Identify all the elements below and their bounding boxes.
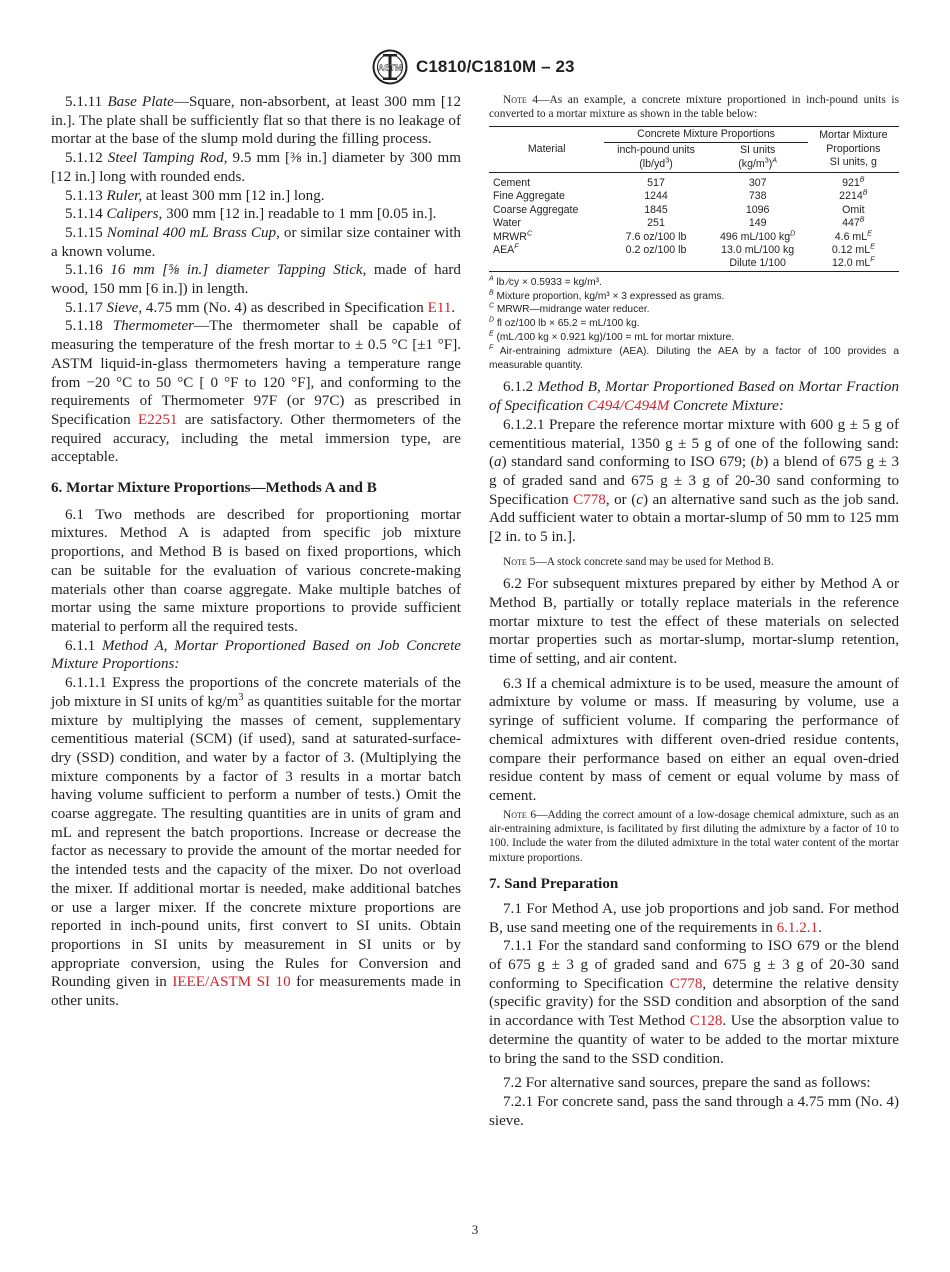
- cell-mortar: 12.0 $mL^F$: [832, 254, 875, 270]
- cell-inch-pound: 1244: [644, 190, 668, 203]
- list-mark: c: [636, 491, 643, 508]
- footnote-mark: E: [870, 241, 875, 251]
- page-number: 3: [471, 1222, 479, 1237]
- para-6-1-2-1: [489, 416, 899, 547]
- table-row: [489, 173, 899, 191]
- cell-material: [489, 257, 604, 271]
- header-inch-pound: [604, 143, 707, 173]
- cell-mortar: Omit: [842, 203, 865, 216]
- term: Ruler,: [106, 187, 143, 204]
- para-6-1-2: [489, 378, 899, 415]
- footnote-mark: C: [526, 228, 533, 238]
- note-5: [489, 555, 899, 569]
- table-row: [489, 190, 899, 203]
- para-text: 300 mm [12 in.] readable to 1 mm [0.05 in.].: [162, 206, 437, 223]
- cell-material: Coarse Aggregate: [493, 203, 579, 216]
- para-6-1-1-1: [51, 674, 461, 1011]
- para-text: .: [451, 299, 456, 316]
- note-6: [489, 808, 899, 866]
- para-number: 5.1.11: [65, 94, 103, 110]
- cell-inch-pound: 0.2 oz/100 lb: [625, 244, 687, 257]
- para-number: 6.1.1: [65, 637, 96, 654]
- cell-mortar: $921^B$: [842, 174, 865, 190]
- footnote-text: Air-entraining admixture (AEA). Diluting the AEA by a factor of 100 provides a measurable quantity.: [489, 345, 900, 371]
- header-line: [606, 155, 705, 171]
- cell-inch-pound: 1845: [644, 203, 668, 216]
- footnote: [489, 276, 899, 290]
- para-5-1-15: [51, 224, 461, 261]
- footnote-mark: F: [489, 344, 494, 352]
- note-text: —A stock concrete sand may be used for Method B.: [535, 555, 774, 568]
- term: Base Plate: [107, 94, 174, 110]
- cell-material: Cement: [493, 177, 531, 190]
- cell-inch-pound: [604, 257, 707, 271]
- para-text: —Square, non-absorbent, at least 300 mm [12 in.]. The plate shall be sufficiently flat so that there is no leakage of mortar at the base of the slump mold during the filling process.: [51, 94, 461, 148]
- para-5-1-13: [51, 187, 461, 206]
- para-5-1-17: [51, 299, 461, 318]
- para-number: 5.1.14: [65, 206, 103, 223]
- para-text: —The thermometer shall be capable of measuring the temperature of the fresh mortar to ± 0.5 °C [±1 °F]. ASTM liquid-in-glass thermometers having a temperature range from −20 °C to 50 °C [ 0 °F to 120 °F], and conforming to the requirements of Thermometer 97F (or 97C) as prescribed in Specification: [51, 318, 461, 428]
- para-text: for measurements made in other units.: [51, 974, 461, 1010]
- para-text: ) a blend of 675 g ± 3 g of graded sand and 675 g ± 3 g of 20-30 sand conforming to Specification: [489, 454, 899, 508]
- superscript: 3: [665, 155, 670, 165]
- para-5-1-11: [51, 93, 461, 149]
- section-7-heading: 7. Sand Preparation: [489, 876, 619, 893]
- term: Nominal 400 mL Brass Cup,: [106, 224, 280, 241]
- term: Sieve,: [106, 299, 143, 316]
- cell-material: $AEA^F$: [493, 241, 519, 257]
- footnote-mark: D: [489, 316, 494, 324]
- link-c778[interactable]: C778: [573, 491, 606, 508]
- list-mark: a: [494, 454, 502, 471]
- cell-si: 13.0 mL/100 kg: [721, 244, 795, 257]
- note-label: Note 5: [503, 555, 536, 568]
- table-row: [489, 231, 899, 244]
- para-number: 5.1.17: [65, 299, 103, 316]
- footnote-mark: B: [859, 214, 865, 224]
- link-6-1-2-1[interactable]: 6.1.2.1: [776, 919, 819, 936]
- para-text: at least 300 mm [12 in.] long.: [142, 187, 325, 204]
- astm-logo-icon: [372, 49, 408, 85]
- header-line: inch-pound units: [617, 144, 695, 157]
- unit: ): [768, 157, 773, 170]
- para-5-1-16: [51, 261, 461, 298]
- para-text: 9.5 mm [⅜ in.] diameter by 300 mm [12 in.] long with rounded ends.: [51, 150, 461, 185]
- footnote: [489, 317, 899, 331]
- left-column: [51, 93, 461, 1011]
- cell-mortar: $2214^B$: [839, 187, 868, 203]
- note-text: —As an example, a concrete mixture proportioned in inch-pound units is converted to a mortar mixture as shown in the table below:: [489, 94, 900, 121]
- para-text: , determine the relative density (specific gravity) for the SSD condition and absorption of the sand in accordance with Test Method: [489, 975, 899, 1030]
- para-text: , or (: [605, 491, 637, 508]
- table-row: [489, 257, 899, 271]
- para-number: 5.1.18: [65, 318, 103, 335]
- header-line: [710, 155, 806, 171]
- para-number: 5.1.12: [65, 150, 103, 167]
- header-concrete-proportions: Concrete Mixture Proportions: [604, 126, 807, 142]
- para-text: 7.1.1 For the standard sand conforming to ISO 679 or the blend of 675 g ± 3 g of graded sand and 675 g ± 3 g of 20-30 sand conforming to Specification: [489, 938, 899, 992]
- term: Thermometer: [112, 318, 195, 335]
- cell-si: 738: [748, 190, 767, 203]
- footnote-mark: B: [862, 187, 868, 197]
- footnote-text: MRWR—midrange water reducer.: [496, 304, 650, 316]
- para-text: as quantities suitable for the mortar mixture by multiplying the masses of cement, supplementary cementitious material (SCM) (if used), sand at saturated-surface-dry (SSD) condition, and water by a factor of 3. (Multiplying the mixture components by a factor of 3 results in a mortar batch having volume sufficient to perform a number of tests.) Omit the coarse aggregate. The resulting quantities are in units of gram and mL and represent the batch proportions. Increase or decrease the factor as necessary to provide the amount of the mortar needed for the intended tests and the capacity of the mixer. Do not overload the mixer. If additional mortar is needed, make additional batches or use a larger mixer. If the concrete mixture proportions are reported in inch-pound units, first convert to SI units. Obtain proportions in SI units by measurement in SI units or by appropriate conversion, using the Rules for Conversion and Rounding given in: [51, 693, 461, 991]
- mixture-table-body: [489, 173, 899, 272]
- para-text: 6.1.2.1 Prepare the reference mortar mixture with 600 g ± 5 g of cementitious material, 1350 g ± 5 g of one of the following sand: (: [489, 416, 899, 471]
- cell-mortar: 0.12 $mL^E$: [831, 241, 875, 257]
- cell-material: Water: [493, 217, 521, 230]
- para-5-1-12: [51, 149, 461, 186]
- cell-mortar: 4.6 $mL^E$: [834, 228, 872, 243]
- superscript: 3: [238, 691, 244, 703]
- header-mortar-proportions: [808, 126, 899, 172]
- cell-inch-pound: 251: [647, 217, 665, 230]
- note-label: Note 6: [503, 808, 537, 821]
- footnote: [489, 331, 899, 345]
- footnote-mark: E: [867, 228, 872, 238]
- table-row: [489, 217, 899, 230]
- note-text: —Adding the correct amount of a low-dosage chemical admixture, such as an air-entraining admixture, is facilitated by first diluting the admixture by a factor of 10 to 100. Include the water from the diluted admixture in the total water content of the mortar mixture proportions.: [489, 808, 900, 864]
- term: Steel Tamping Rod,: [107, 150, 228, 167]
- footnote-text: Mixture proportion, kg/m³ × 3 expressed as grams.: [496, 290, 725, 302]
- para-6-1: 6.1 Two methods are described for proportioning mortar mixtures. Method A is adapted from specific job mixture proportions, and Method B is based on fixed proportions, which can be suitable for the evaluation of various concrete-making materials other than coarse aggregate. Make multiple batches of mortar using the same mixture proportions to provide sufficient material to perform all the required tests.: [51, 506, 461, 635]
- mixture-table: [489, 126, 899, 272]
- right-column: [489, 93, 899, 1130]
- footnote-mark: C: [489, 303, 494, 311]
- footnote-mark: D: [790, 228, 796, 238]
- footnote-mark: A: [489, 275, 494, 283]
- header-line: Mortar Mixture: [819, 129, 888, 142]
- footnote: [489, 303, 899, 317]
- para-7-2-1: 7.2.1 For concrete sand, pass the sand through a 4.75 mm (No. 4) sieve.: [489, 1093, 899, 1129]
- link-e2251[interactable]: E2251: [138, 411, 178, 428]
- page-header: [0, 49, 950, 89]
- note-label: Note 4: [503, 94, 539, 106]
- para-text: 7.1 For Method A, use job proportions and job sand. For method B, use sand meeting one of the requirements in: [489, 900, 899, 936]
- para-7-1-1: [489, 937, 899, 1068]
- header-si: [708, 143, 808, 173]
- cell-inch-pound: 517: [647, 177, 665, 190]
- term: 16 mm [⅝ in.] diameter Tapping Stick,: [110, 262, 367, 279]
- link-e11[interactable]: E11: [427, 299, 452, 316]
- footnote-mark: F: [514, 241, 519, 251]
- table-footnotes: [489, 276, 899, 373]
- para-text: or similar size container with a known volume.: [51, 224, 461, 260]
- para-text: made of hard wood, 150 mm [6 in.]) in length.: [51, 262, 461, 298]
- cell-material: Fine Aggregate: [493, 190, 565, 203]
- document-designation: C1810/C1810M – 23: [416, 57, 575, 76]
- note-4: [489, 93, 899, 122]
- footnote: [489, 345, 899, 373]
- unit: ): [669, 157, 673, 170]
- para-6-3: 6.3 If a chemical admixture is to be used, measure the amount of admixture by volume or mass. If measuring by volume, use a syringe of sufficient volume. If comparing the performance of chemical admixtures with different oven-dried residue contents, compare their performance based on either an equal oven-dried residue content by mass of cement or equal volume by mass of cement.: [489, 675, 899, 804]
- footnote-text: fl oz/100 lb × 65.2 = mL/100 kg.: [496, 318, 640, 330]
- para-number: 5.1.16: [65, 262, 103, 279]
- para-text: 6.1.1.1 Express the proportions of the concrete materials of the job mixture in SI units of kg/m: [51, 675, 461, 710]
- cell-material: $MRWR^C$: [493, 228, 533, 243]
- method-a-title: Method A, Mortar Proportioned Based on Job Concrete Mixture Proportions:: [51, 637, 461, 673]
- header-material: Material: [527, 142, 566, 155]
- term: Calipers,: [106, 206, 163, 223]
- section-6-heading: 6. Mortar Mixture Proportions—Methods A and B: [51, 480, 377, 497]
- para-6-2: 6.2 For subsequent mixtures prepared by either by Method A or Method B, partially or totally replace materials in the reference mortar mixture to test the effect of these materials on selected mortar properties such as mortar-slump, mortar-slump retention, time of setting, and air content.: [489, 576, 899, 667]
- header-line: SI units: [739, 144, 776, 157]
- cell-si: Dilute 1/100: [729, 257, 786, 270]
- unit: (lb/yd: [639, 157, 666, 170]
- para-text: . Use the absorption value to determine the quantity of water to be added to the mortar mixture to bring the sand to the SSD condition.: [489, 1013, 899, 1067]
- footnote: [489, 290, 899, 304]
- para-text: .: [818, 919, 822, 936]
- para-5-1-14: [51, 205, 461, 224]
- para-text: ) standard sand conforming to ISO 679; (: [501, 454, 756, 471]
- cell-inch-pound: 7.6 oz/100 lb: [625, 230, 687, 243]
- para-number: 5.1.15: [65, 224, 103, 241]
- method-b-title: Method B, Mortar Proportioned Based on Mortar Fraction of Specification: [489, 379, 899, 415]
- para-number: 6.1.2: [503, 379, 534, 396]
- cell-si: 149: [748, 217, 767, 230]
- para-7-2: 7.2 For alternative sand sources, prepare the sand as follows:: [503, 1075, 871, 1092]
- footnote-mark: F: [870, 254, 875, 264]
- link-c128[interactable]: C128: [689, 1013, 723, 1030]
- table-row: [489, 204, 899, 217]
- link-c494[interactable]: C494/C494M: [587, 398, 670, 415]
- cell-si: 1096: [745, 203, 770, 216]
- para-text: ) an alternative sand such as the job sand. Add sufficient water to obtain a mortar-slump of 50 mm to 125 mm [2 in. to 5 in.].: [489, 491, 900, 546]
- footnote-mark: A: [772, 155, 778, 165]
- para-7-1: [489, 900, 899, 937]
- cell-si: 496 mL/100 $kg^D$: [720, 228, 796, 243]
- unit: (kg/m: [738, 157, 765, 170]
- table-row: [489, 244, 899, 257]
- para-text: 4.75 mm (No. 4) as described in Specification: [142, 299, 428, 316]
- footnote-mark: E: [489, 330, 494, 338]
- para-5-1-18: [51, 317, 461, 467]
- para-number: 5.1.13: [65, 187, 103, 204]
- cell-mortar: $447^B$: [842, 214, 865, 230]
- para-text: are satisfactory. Other thermometers of the required accuracy, including the metal immersion type, are acceptable.: [51, 411, 461, 466]
- footnote-mark: B: [859, 174, 865, 184]
- method-b-title: Concrete Mixture:: [669, 398, 784, 415]
- list-mark: b: [755, 454, 764, 471]
- link-c778[interactable]: C778: [669, 975, 703, 992]
- footnote-text: (mL ⁄100 kg × 0.921 kg)/100 = mL for mortar mixture.: [496, 332, 735, 344]
- logo-text: ASTM: [377, 62, 403, 73]
- footnote-text: lb ⁄cy × 0.5933 = kg/m³.: [496, 276, 602, 288]
- superscript: 3: [764, 155, 769, 165]
- footnote-mark: B: [489, 289, 494, 297]
- header-line: Proportions: [826, 142, 881, 155]
- cell-si: 307: [748, 177, 767, 190]
- header-line: SI units, g: [829, 156, 877, 169]
- para-6-1-1: [51, 637, 461, 674]
- link-ieee-astm-si10[interactable]: IEEE/ASTM SI 10: [172, 974, 291, 991]
